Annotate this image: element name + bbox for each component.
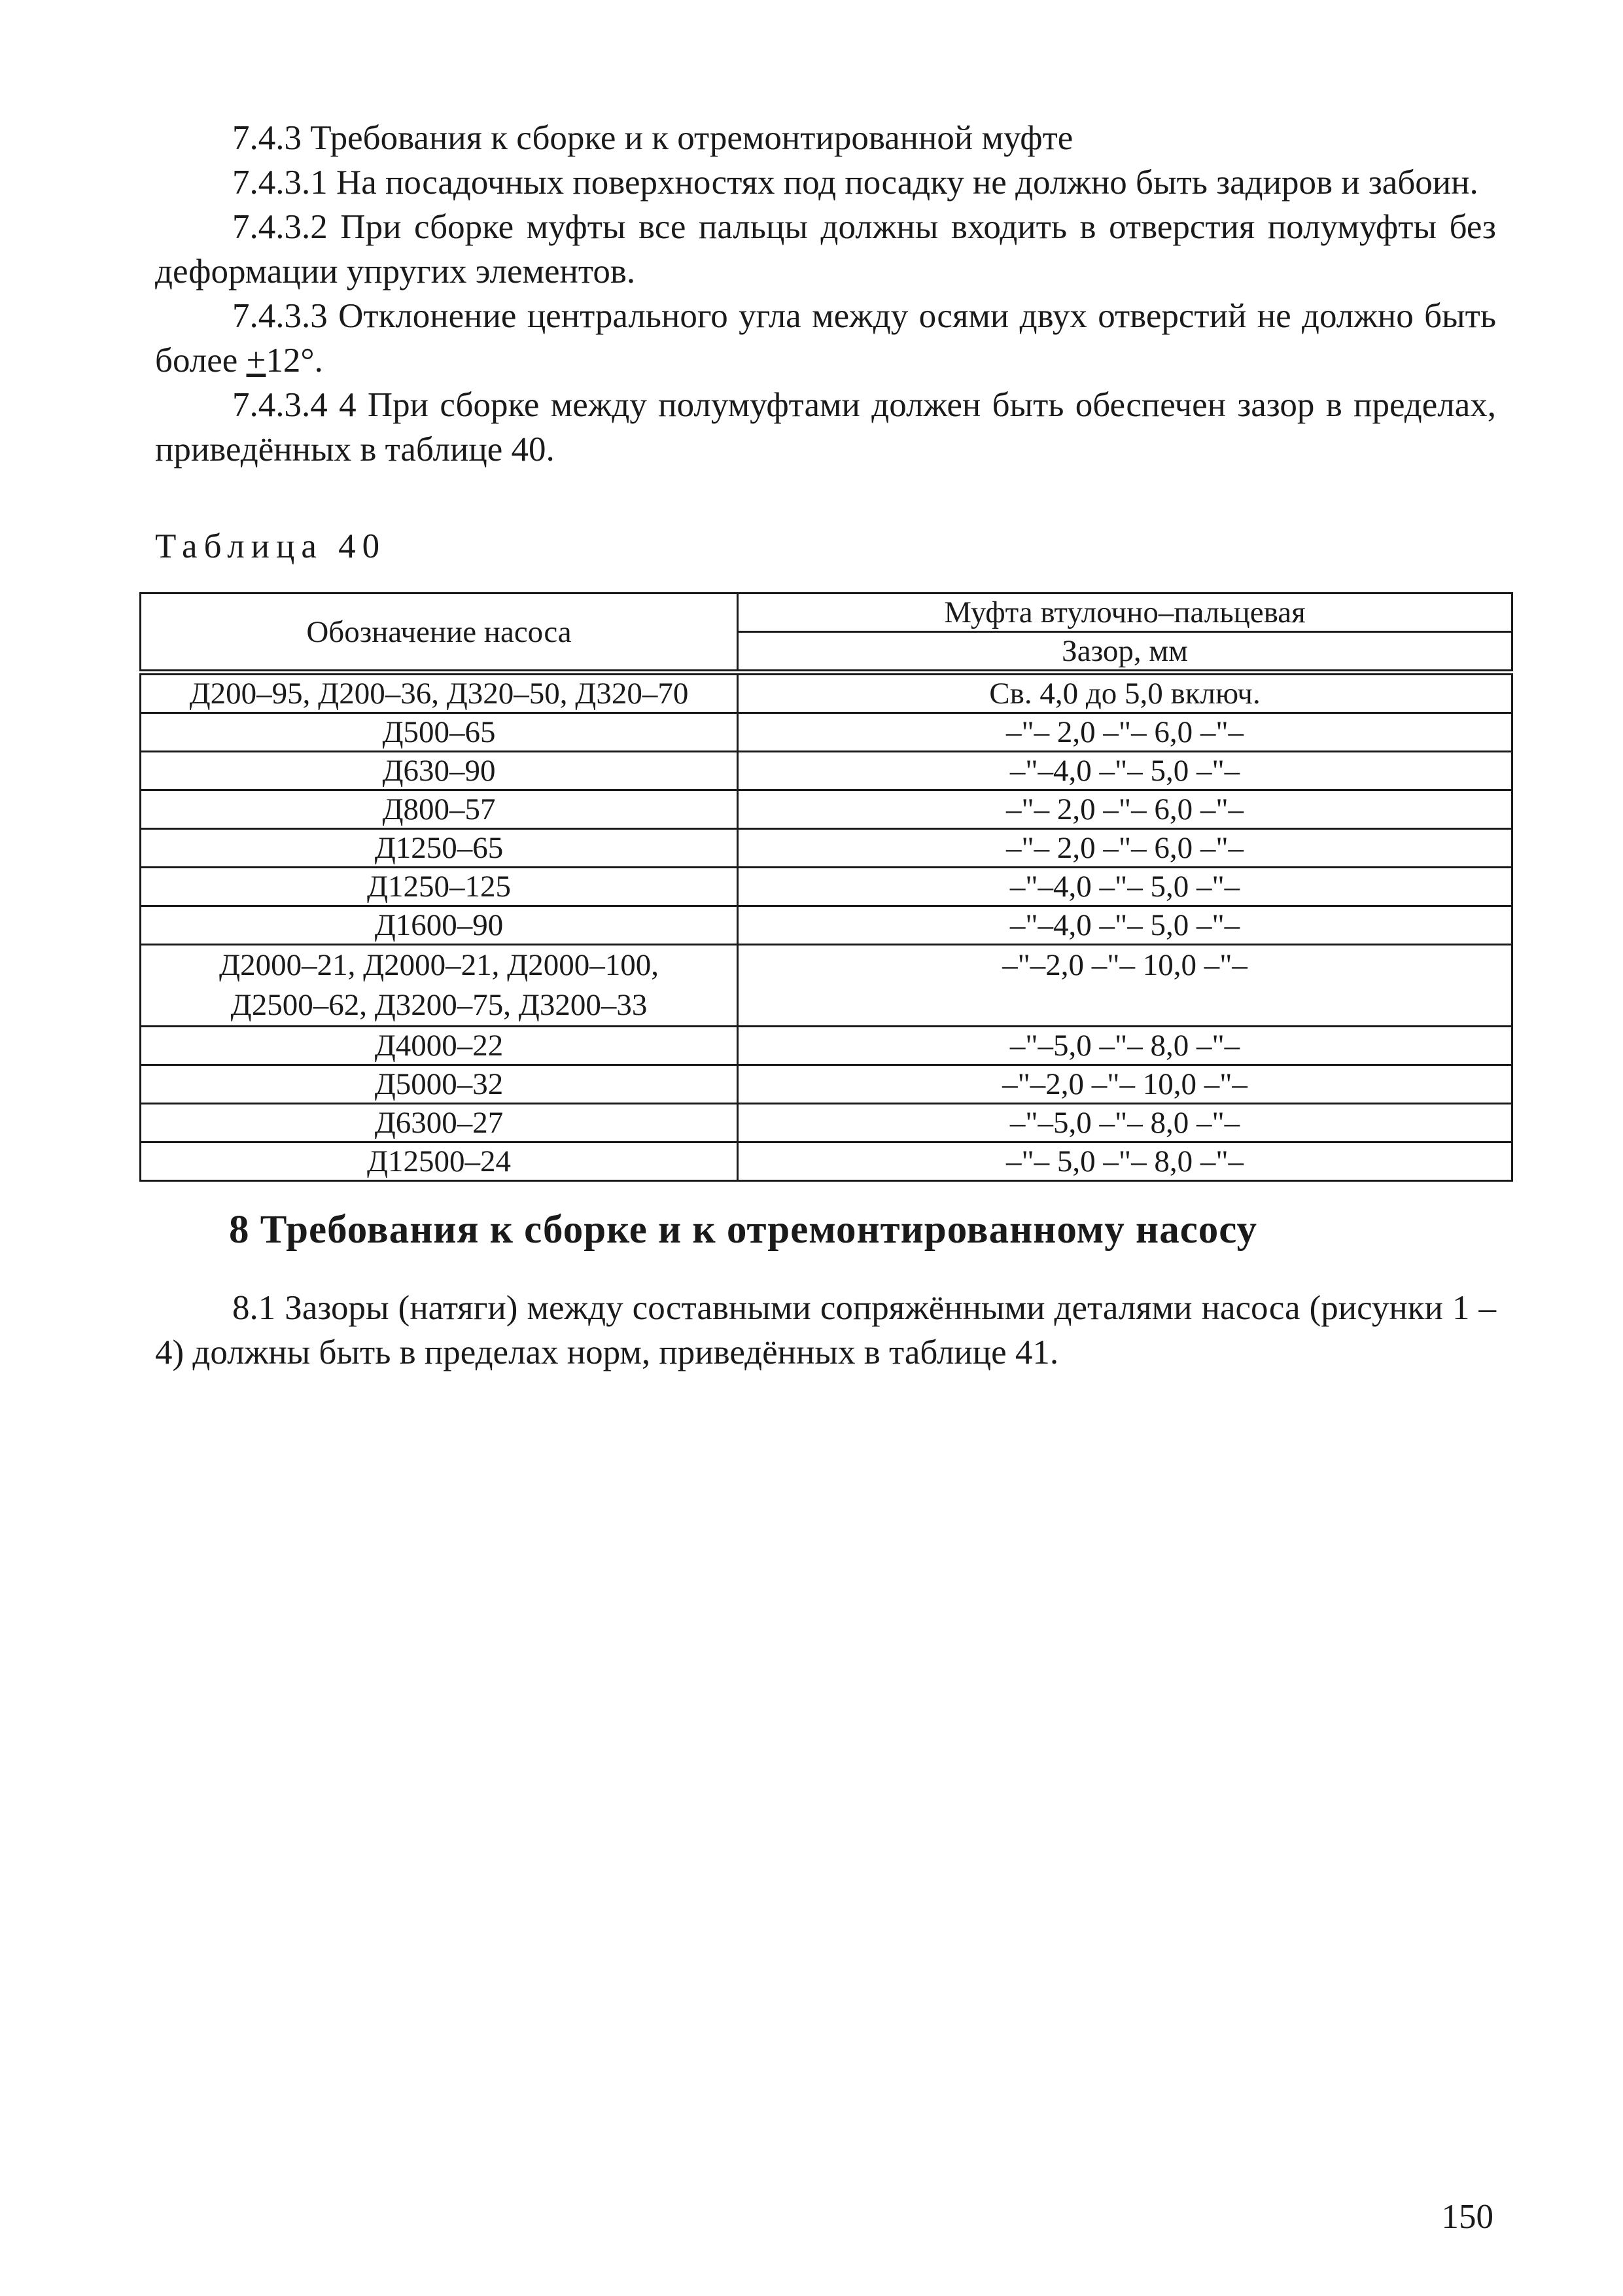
table-row: [141, 1142, 1512, 1181]
table-row: [141, 868, 1512, 906]
pump-cell-line-1: Д2000–21, Д2000–21, Д2000–100,: [219, 948, 659, 982]
gap-cell: –"–2,0 –"– 10,0 –"–: [738, 945, 1512, 1027]
section-7-4-3-text: [155, 116, 1496, 472]
gap-cell: –"–5,0 –"– 8,0 –"–: [738, 1027, 1512, 1065]
section-8-heading: 8 Требования к сборке и к отремонтированному насосу: [229, 1208, 1258, 1252]
paragraph-8-1: 8.1 Зазоры (натяги) между составными сопряжёнными деталями насоса (рисунки 1 – 4) должны быть в пределах норм, приведённых в таблице 41.: [155, 1289, 1496, 1371]
pump-cell: Д1250–125: [141, 868, 738, 906]
header-gap-mm: Зазор, мм: [738, 632, 1512, 673]
table-row: [141, 752, 1512, 790]
table-row: [141, 945, 1512, 1027]
gap-cell: –"– 5,0 –"– 8,0 –"–: [738, 1142, 1512, 1181]
table-row: [141, 906, 1512, 945]
paragraph-7-4-3-3: [155, 294, 1496, 383]
pump-cell: Д4000–22: [141, 1027, 738, 1065]
pump-cell: Д630–90: [141, 752, 738, 790]
header-pump-designation: Обозначение насоса: [141, 593, 738, 673]
paragraph-7-4-3-2: 7.4.3.2 При сборке муфты все пальцы должны входить в отверстия полумуфты без деформации упругих элементов.: [155, 208, 1496, 291]
gap-cell: Св. 4,0 до 5,0 включ.: [738, 673, 1512, 713]
pump-cell: Д5000–32: [141, 1065, 738, 1104]
pump-cell: Д200–95, Д200–36, Д320–50, Д320–70: [141, 673, 738, 713]
angle-value: 12°.: [266, 342, 323, 380]
table-row: [141, 1065, 1512, 1104]
gap-cell: –"–5,0 –"– 8,0 –"–: [738, 1104, 1512, 1142]
pump-cell: Д1250–65: [141, 829, 738, 868]
section-8-text: [155, 1286, 1496, 1375]
table-row: [141, 1027, 1512, 1065]
table-row: [141, 673, 1512, 713]
gap-cell: –"–4,0 –"– 5,0 –"–: [738, 868, 1512, 906]
gap-cell: –"– 2,0 –"– 6,0 –"–: [738, 790, 1512, 829]
gap-cell: –"–2,0 –"– 10,0 –"–: [738, 1065, 1512, 1104]
pump-cell: Д6300–27: [141, 1104, 738, 1142]
table-caption: Таблица 40: [155, 527, 387, 565]
clearance-table: [139, 592, 1513, 1182]
pump-cell: Д500–65: [141, 713, 738, 752]
header-coupling-type: Муфта втулочно–пальцевая: [738, 593, 1512, 632]
pump-cell: [141, 945, 738, 1027]
pump-cell: Д12500–24: [141, 1142, 738, 1181]
table-row: [141, 713, 1512, 752]
gap-cell: –"– 2,0 –"– 6,0 –"–: [738, 713, 1512, 752]
paragraph-7-4-3-4: 7.4.3.4 4 При сборке между полумуфтами должен быть обеспечен зазор в пределах, приведённых в таблице 40.: [155, 386, 1496, 468]
gap-cell: –"–4,0 –"– 5,0 –"–: [738, 906, 1512, 945]
gap-cell: –"–4,0 –"– 5,0 –"–: [738, 752, 1512, 790]
gap-cell: –"– 2,0 –"– 6,0 –"–: [738, 829, 1512, 868]
table-row: [141, 790, 1512, 829]
table-row: [141, 1104, 1512, 1142]
pump-cell: Д1600–90: [141, 906, 738, 945]
page-number: 150: [1441, 2198, 1493, 2236]
table-row: [141, 829, 1512, 868]
pump-cell: Д800–57: [141, 790, 738, 829]
subsection-title-7-4-3: 7.4.3 Требования к сборке и к отремонтированной муфте: [232, 119, 1073, 157]
paragraph-7-4-3-3-text: 7.4.3.3 Отклонение центрального угла между осями двух отверстий не должно быть более: [155, 297, 1496, 380]
paragraph-7-4-3-1: 7.4.3.1 На посадочных поверхностях под посадку не должно быть задиров и забоин.: [232, 164, 1478, 202]
plus-minus-sign: +: [246, 342, 266, 380]
pump-cell-line-2: Д2500–62, Д3200–75, Д3200–33: [230, 988, 648, 1022]
